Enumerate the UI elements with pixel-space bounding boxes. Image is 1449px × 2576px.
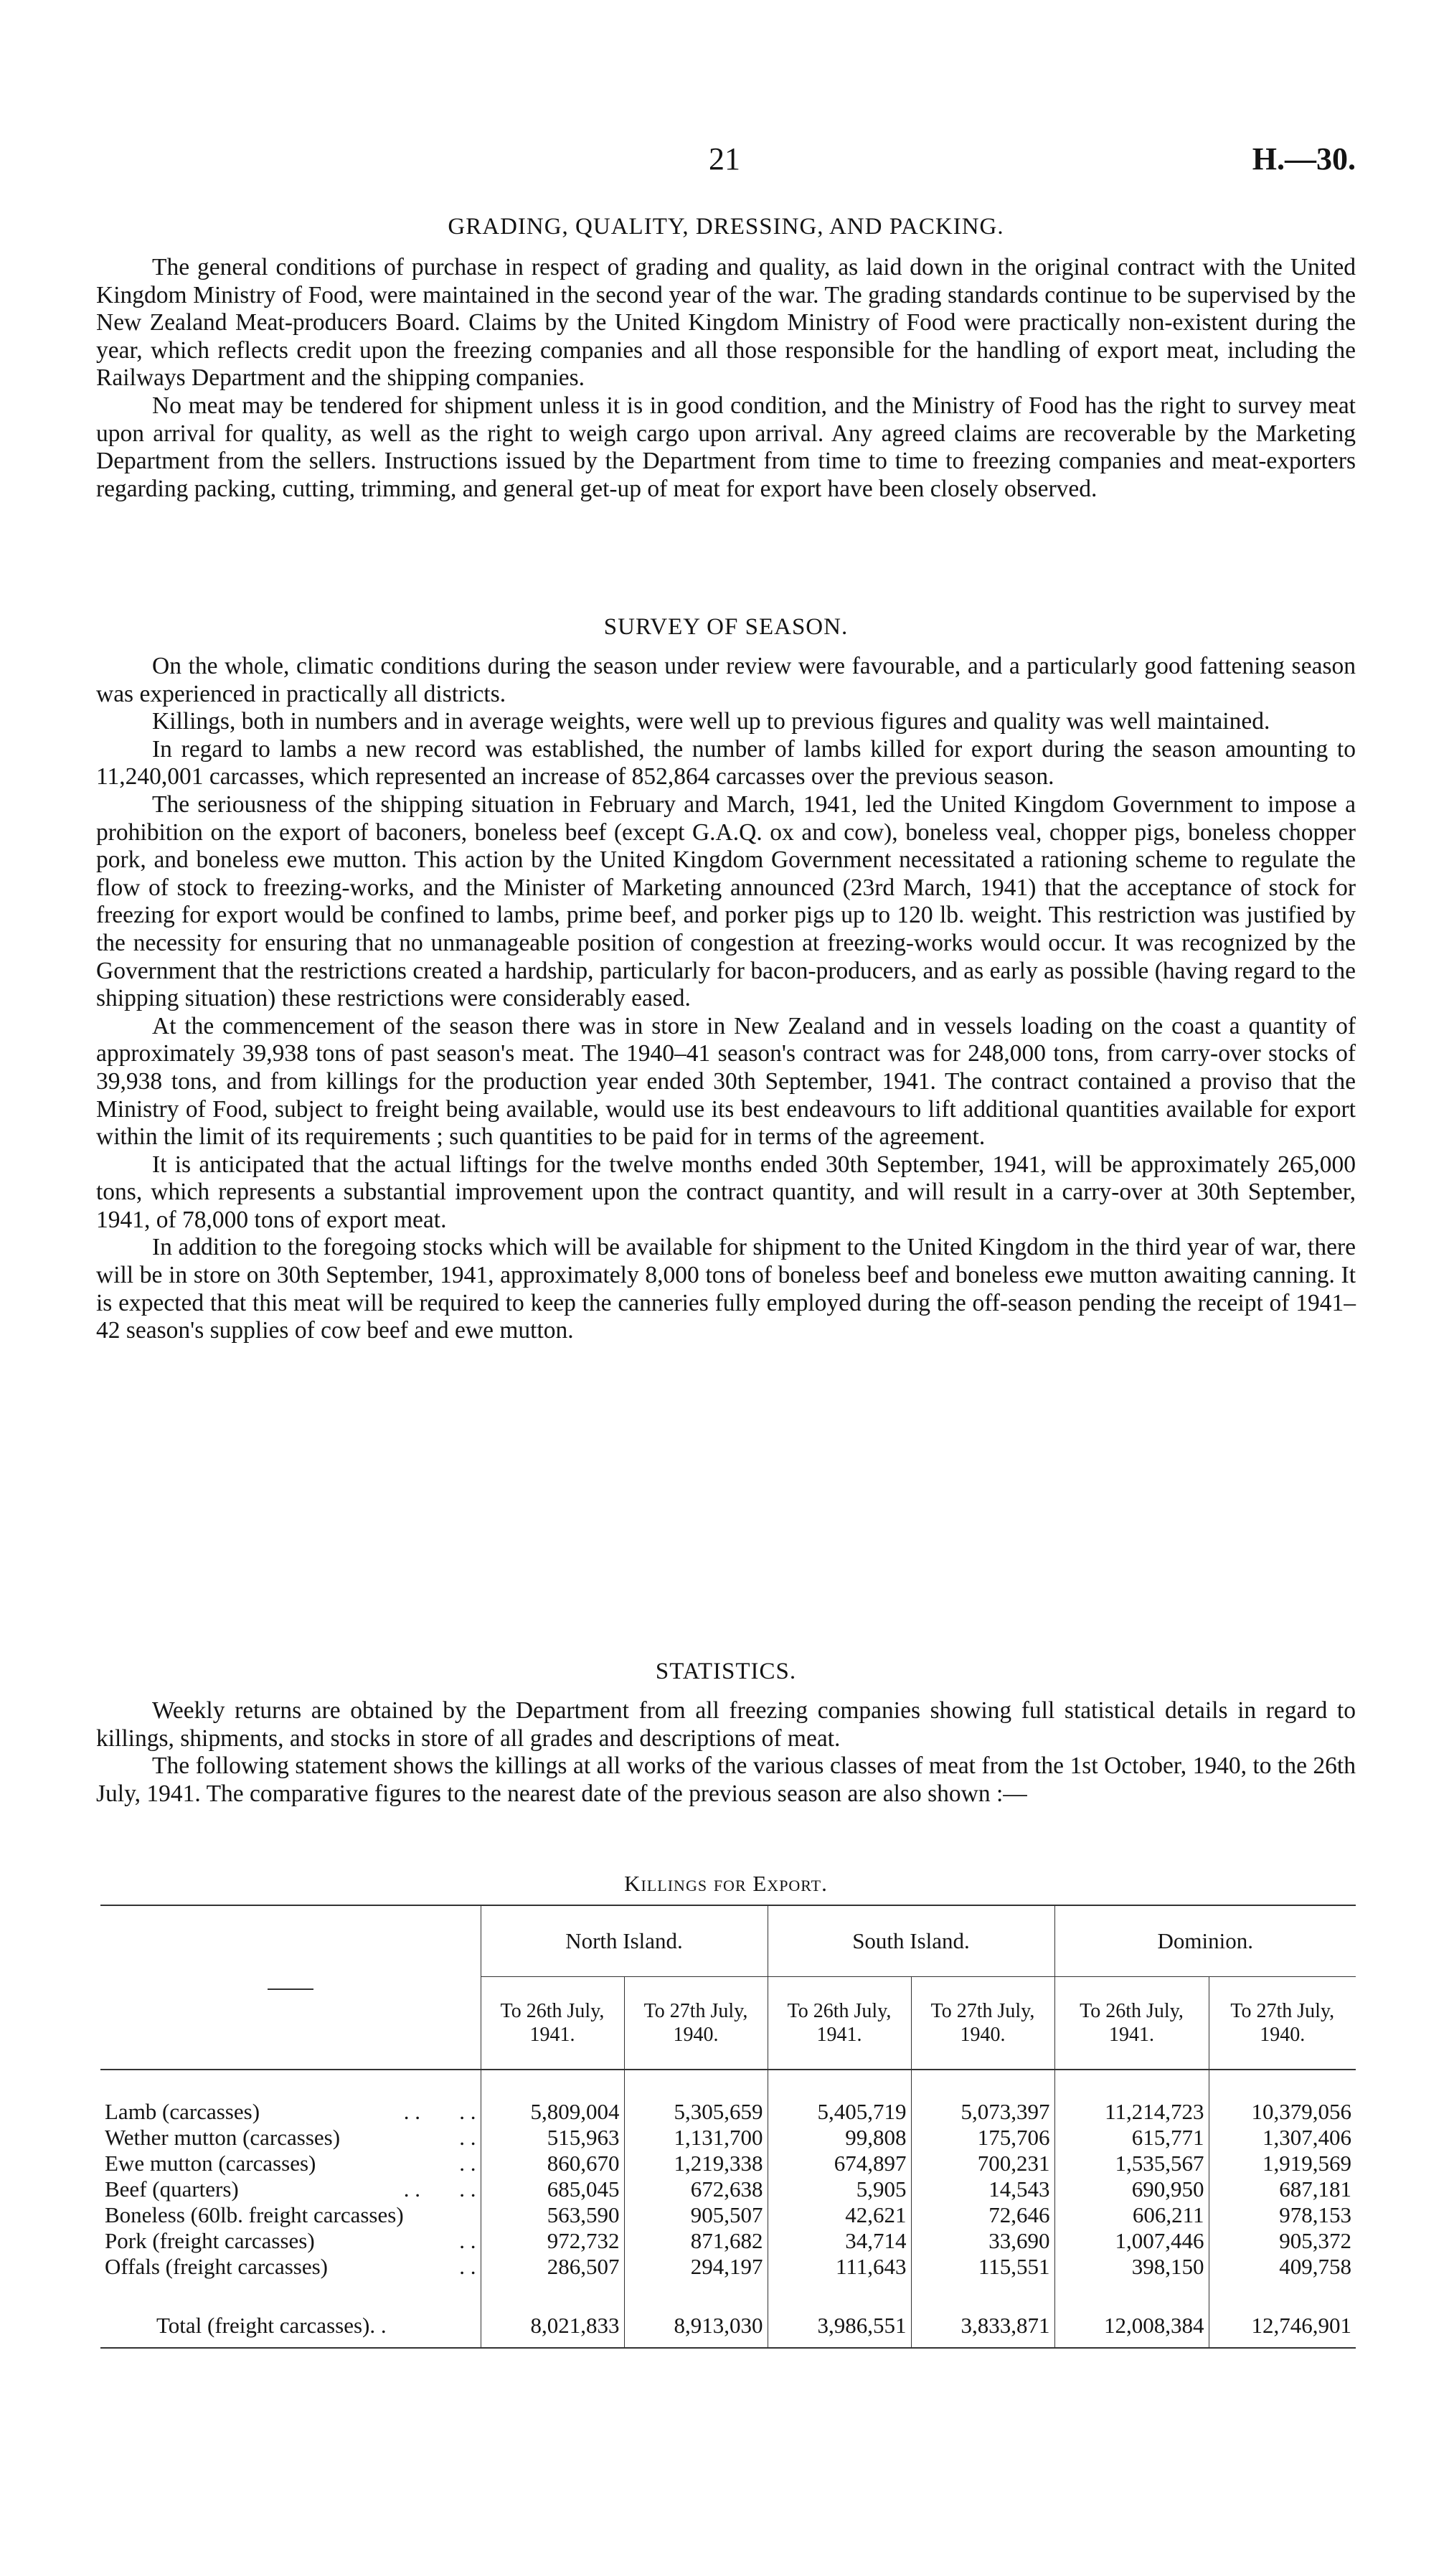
table-cell: 5,305,659 bbox=[624, 2099, 768, 2125]
table-cell: 42,621 bbox=[768, 2202, 911, 2228]
section-grading bbox=[96, 214, 1356, 240]
paragraph: No meat may be tendered for shipment unless it is in good condition, and the Ministry of Food has the right to survey meat upon arrival for quality, as well as the right to weigh cargo upon arrival. Any agreed claims are recoverable by the Marketing Department from the sellers. Instructions issued by the Department from time to time to freezing companies and meat-exporters regarding packing, cutting, trimming, and general get-up of meat for export have been closely observed. bbox=[96, 392, 1356, 502]
paragraph: At the commencement of the season there was in store in New Zealand and in vessels loading on the coast a quantity of approximately 39,938 tons of past season's meat. The 1940–41 season's contract was for 248,000 tons, from carry-over stocks of 39,938 tons, and from killings for the production year ended 30th September, 1941. The contract contained a proviso that the Ministry of Food, subject to freight being available, would use its best endeavours to lift additional quantities available for export within the limit of its requirements ; such quantities to be paid for in terms of the agreement. bbox=[96, 1012, 1356, 1151]
table-cell: 1,219,338 bbox=[624, 2151, 768, 2176]
table-cell: 5,073,397 bbox=[911, 2099, 1054, 2125]
table-cell: 294,197 bbox=[624, 2254, 768, 2280]
table-cell: 905,372 bbox=[1209, 2228, 1356, 2254]
paragraph: On the whole, climatic conditions during the season under review were favourable, and a particularly good fattening season was experienced in practically all districts. bbox=[96, 653, 1356, 707]
total-cell: 12,008,384 bbox=[1054, 2304, 1209, 2348]
paragraph: It is anticipated that the actual liftings for the twelve months ended 30th September, 1941, will be approximately 265,000 tons, which represents a substantial improvement upon the contract quantity, and will result in a carry-over at 30th September, 1941, of 78,000 tons of export meat. bbox=[96, 1151, 1356, 1233]
paragraph: Weekly returns are obtained by the Department from all freezing companies showing full statistical details in regard to killings, shipments, and stocks in store of all grades and descriptions of meat. bbox=[96, 1697, 1356, 1752]
paragraph: The seriousness of the shipping situation in February and March, 1941, led the United Kingdom Government to impose a prohibition on the export of baconers, boneless beef (except G.A.Q. ox and cow), boneless veal, chopper pigs, boneless chopper pork, and boneless ewe mutton. This action by the United Kingdom Government necessitated a rationing scheme to regulate the flow of stock to freezing-works, and the Minister of Marketing announced (23rd March, 1941) that the acceptance of stock for freezing for export would be confined to lambs, prime beef, and porker pigs up to 120 lb. weight. This restriction was justified by the necessity for ensuring that no unmanageable position of congestion at freezing-works would occur. It was recognized by the Government that the restrictions created a hardship, particularly for bacon-producers, and as early as possible (having regard to the shipping situation) these restrictions were considerably eased. bbox=[96, 791, 1356, 1012]
table-group-header-row bbox=[100, 1905, 1356, 1977]
table-cell: 34,714 bbox=[768, 2228, 911, 2254]
table-cell: 1,007,446 bbox=[1054, 2228, 1209, 2254]
table-cell: 10,379,056 bbox=[1209, 2099, 1356, 2125]
table-body bbox=[100, 2099, 1356, 2280]
table-cell: 5,905 bbox=[768, 2176, 911, 2202]
section-survey bbox=[96, 614, 1356, 641]
table-cell: 690,950 bbox=[1054, 2176, 1209, 2202]
table-cell: 286,507 bbox=[481, 2254, 624, 2280]
table-cell: 515,963 bbox=[481, 2125, 624, 2151]
table-row bbox=[100, 2228, 1356, 2254]
table-cell: 111,643 bbox=[768, 2254, 911, 2280]
section-statistics bbox=[96, 1659, 1356, 1685]
row-label: Pork (freight carcasses) . . bbox=[105, 2228, 476, 2253]
row-label: Ewe mutton (carcasses) . . bbox=[105, 2151, 476, 2176]
total-cell: 8,021,833 bbox=[481, 2304, 624, 2348]
table-total-row bbox=[100, 2304, 1356, 2348]
document-reference: H.—30. bbox=[1252, 141, 1356, 176]
table-row bbox=[100, 2099, 1356, 2125]
column-header: To 27th July, 1940. bbox=[911, 1977, 1054, 2070]
table-cell: 115,551 bbox=[911, 2254, 1054, 2280]
section-survey-body bbox=[96, 653, 1356, 1345]
total-cell: 3,986,551 bbox=[768, 2304, 911, 2348]
group-header-north: North Island. bbox=[481, 1905, 768, 1977]
section-heading: GRADING, QUALITY, DRESSING, AND PACKING. bbox=[448, 214, 1004, 240]
total-cell: 12,746,901 bbox=[1209, 2304, 1356, 2348]
total-cell: 8,913,030 bbox=[624, 2304, 768, 2348]
table-cell: 860,670 bbox=[481, 2151, 624, 2176]
table-cell: 905,507 bbox=[624, 2202, 768, 2228]
page-number: 21 bbox=[709, 141, 740, 176]
table-cell: 871,682 bbox=[624, 2228, 768, 2254]
section-heading: STATISTICS. bbox=[655, 1659, 797, 1684]
column-header: To 26th July, 1941. bbox=[1054, 1977, 1209, 2070]
table-cell: 398,150 bbox=[1054, 2254, 1209, 2280]
column-header: To 27th July, 1940. bbox=[624, 1977, 768, 2070]
group-header-south: South Island. bbox=[768, 1905, 1054, 1977]
table-caption: Killings for Export. bbox=[624, 1871, 828, 1896]
paragraph: The following statement shows the killings at all works of the various classes of meat from the 1st October, 1940, to the 26th July, 1941. The comparative figures to the nearest date of the previous season are also shown :— bbox=[96, 1752, 1356, 1807]
table-cell: 563,590 bbox=[481, 2202, 624, 2228]
spacer-row bbox=[100, 2280, 1356, 2304]
row-label: Boneless (60lb. freight carcasses) bbox=[105, 2202, 404, 2227]
table-cell: 14,543 bbox=[911, 2176, 1054, 2202]
row-label: Offals (freight carcasses) . . bbox=[105, 2254, 476, 2279]
table-cell: 685,045 bbox=[481, 2176, 624, 2202]
table-cell: 33,690 bbox=[911, 2228, 1054, 2254]
table-cell: 1,307,406 bbox=[1209, 2125, 1356, 2151]
table-cell: 978,153 bbox=[1209, 2202, 1356, 2228]
table-cell: 175,706 bbox=[911, 2125, 1054, 2151]
table-cell: 672,638 bbox=[624, 2176, 768, 2202]
table-cell: 687,181 bbox=[1209, 2176, 1356, 2202]
paragraph: In regard to lambs a new record was established, the number of lambs killed for export during the season amounting to 11,240,001 carcasses, which represented an increase of 852,864 carcasses over the previous season. bbox=[96, 735, 1356, 791]
column-header: To 27th July, 1940. bbox=[1209, 1977, 1356, 2070]
table-row bbox=[100, 2125, 1356, 2151]
table-cell: 615,771 bbox=[1054, 2125, 1209, 2151]
column-header: To 26th July, 1941. bbox=[768, 1977, 911, 2070]
row-label: Beef (quarters) . . . . bbox=[105, 2176, 476, 2202]
table-cell: 409,758 bbox=[1209, 2254, 1356, 2280]
table-row bbox=[100, 2202, 1356, 2228]
table-cell: 972,732 bbox=[481, 2228, 624, 2254]
table-cell: 700,231 bbox=[911, 2151, 1054, 2176]
total-label: Total (freight carcasses). . bbox=[156, 2313, 387, 2338]
section-statistics-body bbox=[96, 1697, 1356, 1808]
stub-dash bbox=[268, 1988, 313, 1990]
paragraph: Killings, both in numbers and in average weights, were well up to previous figures and quality was well maintained. bbox=[152, 708, 1270, 735]
row-label: Lamb (carcasses) . . . . bbox=[105, 2099, 476, 2124]
row-label: Wether mutton (carcasses) . . bbox=[105, 2125, 476, 2150]
table-row bbox=[100, 2151, 1356, 2176]
group-header-dominion: Dominion. bbox=[1054, 1905, 1356, 1977]
spacer-row bbox=[100, 2070, 1356, 2099]
table-cell: 674,897 bbox=[768, 2151, 911, 2176]
table-cell: 72,646 bbox=[911, 2202, 1054, 2228]
section-heading: SURVEY OF SEASON. bbox=[603, 614, 849, 640]
stub-header bbox=[100, 1905, 481, 2070]
column-header: To 26th July, 1941. bbox=[481, 1977, 624, 2070]
table-row bbox=[100, 2254, 1356, 2280]
table-cell: 1,919,569 bbox=[1209, 2151, 1356, 2176]
table-cell: 5,809,004 bbox=[481, 2099, 624, 2125]
section-grading-body bbox=[96, 254, 1356, 503]
table-cell: 1,131,700 bbox=[624, 2125, 768, 2151]
killings-table bbox=[100, 1905, 1356, 2349]
paragraph: In addition to the foregoing stocks which will be available for shipment to the United Kingdom in the third year of war, there will be in store on 30th September, 1941, approximately 8,000 tons of boneless beef and boneless ewe mutton awaiting canning. It is expected that this meat will be required to keep the canneries fully employed during the off-season pending the receipt of 1941–42 season's supplies of cow beef and ewe mutton. bbox=[96, 1234, 1356, 1344]
table-cell: 99,808 bbox=[768, 2125, 911, 2151]
paragraph: The general conditions of purchase in respect of grading and quality, as laid down in the original contract with the United Kingdom Ministry of Food, were maintained in the second year of the war. The grading standards continue to be supervised by the New Zealand Meat-producers Board. Claims by the United Kingdom Ministry of Food were practically non-existent during the year, which reflects credit upon the freezing companies and all those responsible for the handling of export meat, including the Railways Department and the shipping companies. bbox=[96, 254, 1356, 392]
table-cell: 11,214,723 bbox=[1054, 2099, 1209, 2125]
table-cell: 5,405,719 bbox=[768, 2099, 911, 2125]
table-cell: 1,535,567 bbox=[1054, 2151, 1209, 2176]
table-cell: 606,211 bbox=[1054, 2202, 1209, 2228]
total-cell: 3,833,871 bbox=[911, 2304, 1054, 2348]
table-row bbox=[100, 2176, 1356, 2202]
